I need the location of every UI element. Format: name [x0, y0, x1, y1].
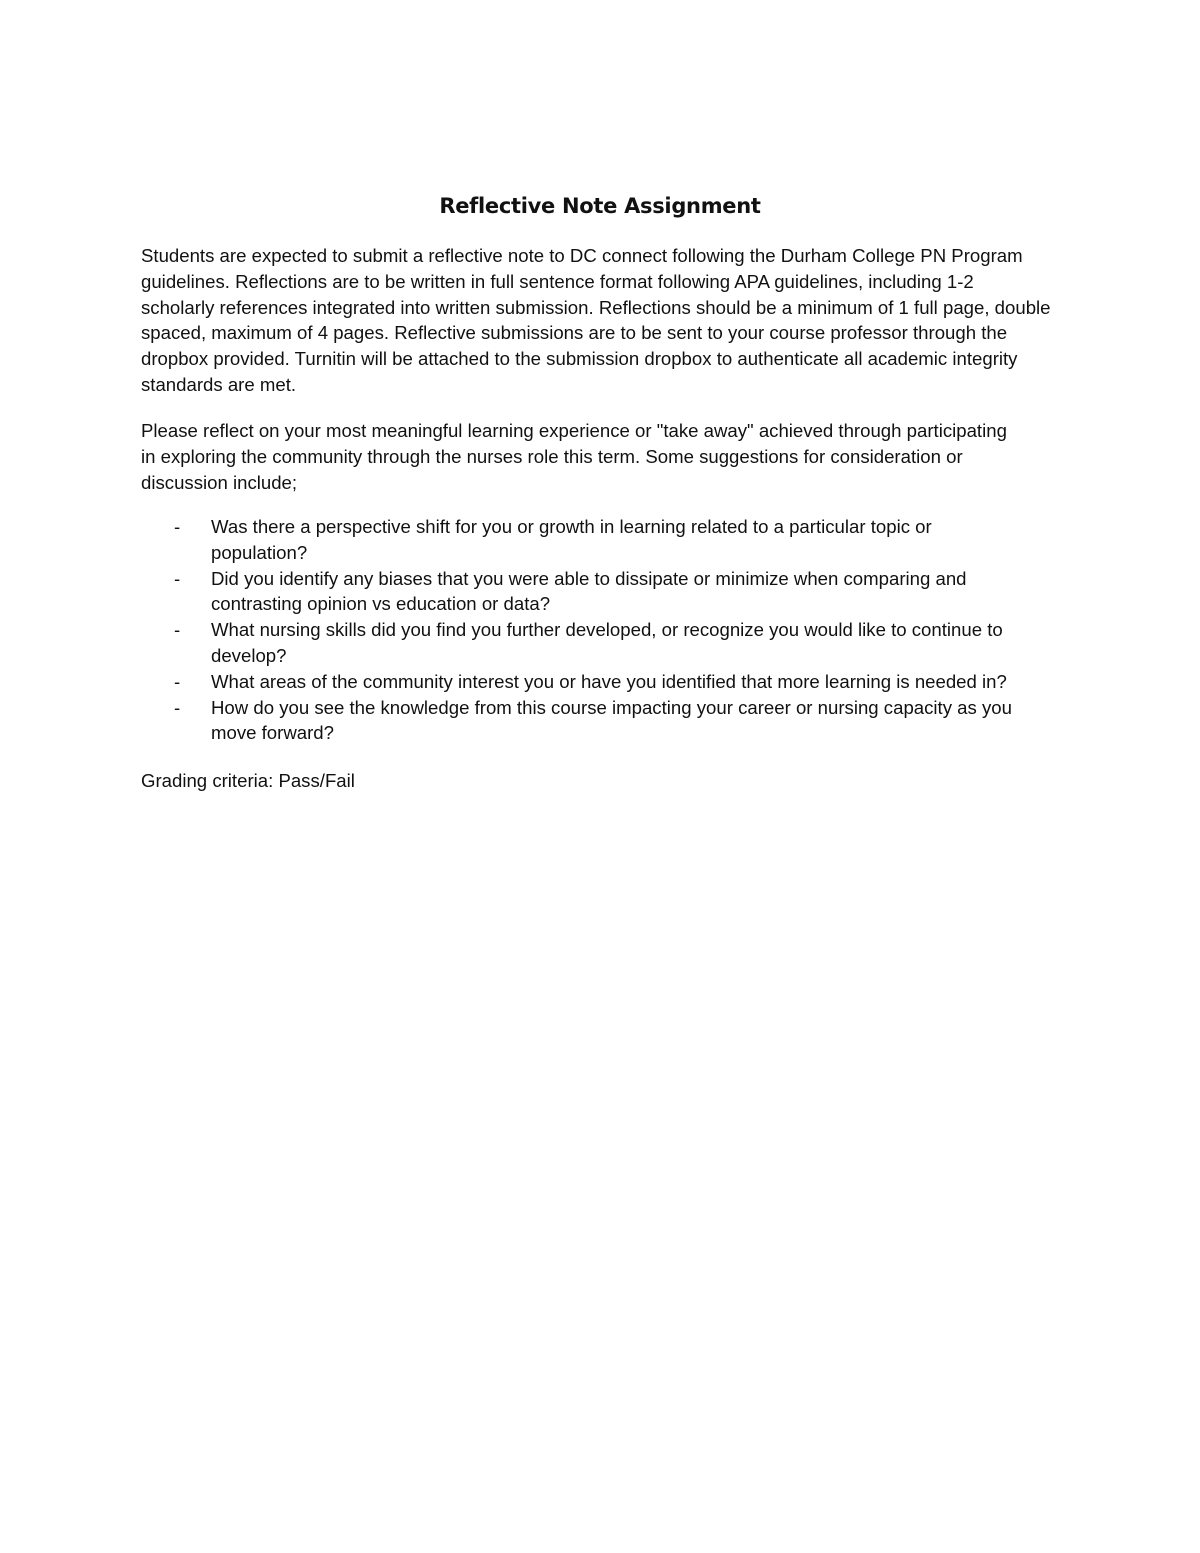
suggestion-line: Did you identify any biases that you were able to dissipate or minimize when comparing and	[211, 567, 967, 589]
suggestion-item	[141, 695, 1116, 747]
paragraph-line: guidelines. Reflections are to be written in full sentence format following APA guidelines, including 1-2	[141, 270, 974, 292]
bullet-dash: -	[174, 670, 181, 692]
bullet-dash: -	[174, 696, 181, 718]
paragraph-line: discussion include;	[141, 471, 298, 493]
suggestion-line: What nursing skills did you find you further developed, or recognize you would like to continue to	[211, 619, 1003, 641]
suggestion-line: move forward?	[211, 722, 334, 744]
reflection-prompt-paragraph	[141, 418, 1116, 495]
suggestion-line: What areas of the community interest you or have you identified that more learning is needed in?	[211, 670, 1007, 692]
suggestion-line: develop?	[211, 644, 287, 666]
suggestion-line: How do you see the knowledge from this course impacting your career or nursing capacity as you	[211, 696, 1012, 718]
bullet-dash: -	[174, 516, 181, 537]
suggestion-item	[141, 617, 1116, 669]
suggestion-item	[141, 566, 1116, 618]
instructions-paragraph	[141, 243, 1116, 398]
suggestion-line: Was there a perspective shift for you or growth in learning related to a particular topic or	[211, 516, 932, 537]
suggestion-item	[141, 669, 1116, 695]
suggestion-list	[141, 514, 1116, 746]
suggestion-line: contrasting opinion vs education or data?	[211, 593, 551, 615]
suggestion-line: population?	[211, 541, 308, 563]
suggestion-item	[141, 514, 1116, 566]
paragraph-line: Students are expected to submit a reflective note to DC connect following the Durham College PN Program	[141, 245, 1023, 266]
paragraph-line: Please reflect on your most meaningful learning experience or "take away" achieved through participating	[141, 420, 1007, 441]
paragraph-line: scholarly references integrated into written submission. Reflections should be a minimum of 1 full page, double	[141, 296, 1051, 318]
bullet-dash: -	[174, 567, 181, 589]
paragraph-line: in exploring the community through the nurses role this term. Some suggestions for consideration or	[141, 445, 963, 467]
paragraph-line: spaced, maximum of 4 pages. Reflective submissions are to be sent to your course professor through the	[141, 322, 1008, 344]
paragraph-line: dropbox provided. Turnitin will be attached to the submission dropbox to authenticate all academic integrity	[141, 348, 1018, 370]
document-title: Reflective Note Assignment	[439, 194, 761, 218]
paragraph-line: standards are met.	[141, 373, 297, 395]
bullet-dash: -	[174, 619, 181, 641]
grading-criteria: Grading criteria: Pass/Fail	[141, 770, 355, 791]
